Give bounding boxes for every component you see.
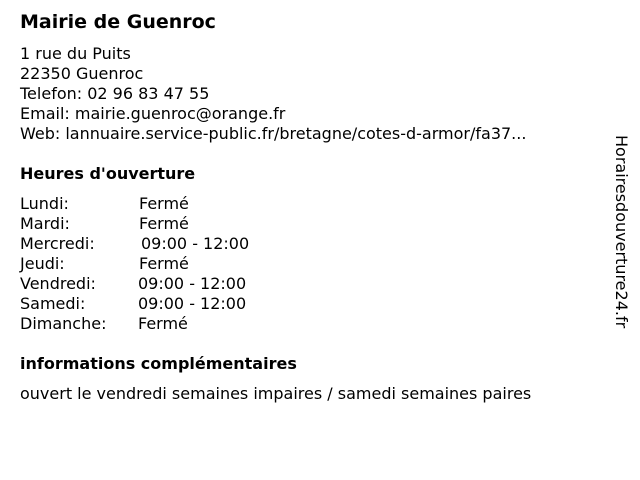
day-hours: Fermé <box>139 214 189 233</box>
day-label: Samedi: <box>20 294 86 313</box>
day-hours: Fermé <box>139 254 189 273</box>
day-hours: Fermé <box>139 194 189 213</box>
day-label: Mardi: <box>20 214 70 233</box>
phone-number: Telefon: 02 96 83 47 55 <box>20 84 210 103</box>
address-block <box>20 44 526 144</box>
day-hours: 09:00 - 12:00 <box>138 294 247 313</box>
site-watermark: Horairesdouverture24.fr <box>612 135 631 329</box>
day-label: Lundi: <box>20 194 69 213</box>
city-address: 22350 Guenroc <box>20 64 144 83</box>
day-label: Mercredi: <box>20 234 95 253</box>
additional-info-text: ouvert le vendredi semaines impaires / samedi semaines paires <box>20 384 532 403</box>
day-hours: Fermé <box>138 314 188 333</box>
website-link: Web: lannuaire.service-public.fr/bretagne/cotes-d-armor/fa37... <box>20 124 527 143</box>
day-hours: 09:00 - 12:00 <box>138 274 247 293</box>
page-title: Mairie de Guenroc <box>20 11 216 33</box>
day-label: Vendredi: <box>20 274 96 293</box>
street-address: 1 rue du Puits <box>20 44 131 63</box>
additional-info-heading: informations complémentaires <box>20 354 297 373</box>
day-label: Dimanche: <box>20 314 107 333</box>
email-address: Email: mairie.guenroc@orange.fr <box>20 104 286 123</box>
day-label: Jeudi: <box>20 254 65 273</box>
day-hours: 09:00 - 12:00 <box>141 234 250 253</box>
opening-hours-heading: Heures d'ouverture <box>20 164 196 183</box>
